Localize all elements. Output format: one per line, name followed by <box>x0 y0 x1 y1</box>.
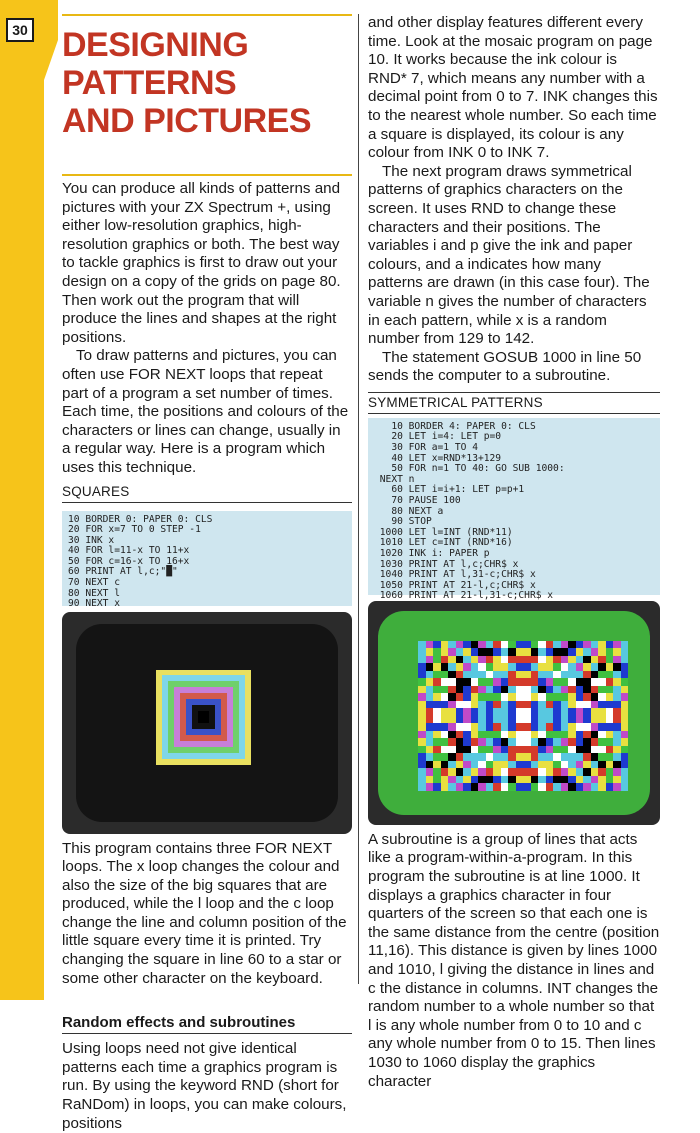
mosaic-screen <box>378 611 650 815</box>
right-column <box>368 14 660 1091</box>
left-column <box>62 14 352 1133</box>
random-effects-heading: Random effects and subroutines <box>62 1014 296 1032</box>
mosaic-pattern-image <box>418 641 628 791</box>
intro-paragraph-2: To draw patterns and pictures, you can often use FOR NEXT loops that repeat part of a program a set number of times. Each time, the positions and colours of the characters or lines can change, usually in a regular way. Here is a program which uses this technique. <box>62 347 349 476</box>
mosaic-screen-photo <box>368 601 660 825</box>
yellow-margin-band <box>0 0 44 1000</box>
nested-square <box>198 711 210 723</box>
squares-screen <box>76 624 338 822</box>
intro-paragraph-1: You can produce all kinds of patterns and pictures with your ZX Spectrum +, using either low-resolution graphics, high-resolution graphics or both. The best way to tackle graphics is first to draw out your design on a copy of the grids on page 80. Then work out the program that will produce the lines and shapes at the right positions. <box>62 180 341 346</box>
symmetrical-caption-rule <box>368 413 660 414</box>
page-number: 30 <box>6 18 34 42</box>
title-top-rule <box>62 14 352 16</box>
squares-screen-photo <box>62 612 352 834</box>
nested-squares-image <box>156 670 251 765</box>
subroutine-paragraph: A subroutine is a group of lines that acts like a program-within-a-program. In this program the subroutine is at line 1000. It displays a graphics character in four quarters of the screen so that each one is the same distance from the centre (position 11,16). This distance is given by lines 1000 and 1010, l giving the distance in lines and c the distance in columns. INT changes the random number to a whole number so that l is any whole number from 0 to 10 and c any whole number from 0 to 15. Then lines 1030 to 1060 display the graphics character <box>368 830 660 1090</box>
page-title <box>62 26 352 140</box>
page-title-line2: AND PICTURES <box>62 102 312 140</box>
yellow-margin-wedge <box>44 0 58 1000</box>
random-heading-rule <box>62 1033 352 1034</box>
squares-description: This program contains three FOR NEXT loops. The x loop changes the colour and also the size of the big squares that are produced, while the l loop and the c loop change the line and column position of the little square every time it is printed. Try changing the square in line 60 to a star or some other character on the keyboard. <box>62 839 347 987</box>
symmetrical-caption: SYMMETRICAL PATTERNS <box>368 394 543 410</box>
squares-caption: SQUARES <box>62 483 130 499</box>
mosaic-cell <box>621 783 629 791</box>
intro-top-rule <box>62 174 352 176</box>
right-paragraph-3: The statement GOSUB 1000 in line 50 sends the computer to a subroutine. <box>368 348 642 385</box>
column-divider <box>358 14 359 984</box>
random-effects-paragraph: Using loops need not give identical patterns each time a graphics program is run. By using the keyword RND (short for RaNDom) in loops, you can make colours, positions <box>62 1040 347 1132</box>
page-title-line1: DESIGNING PATTERNS <box>62 26 249 102</box>
right-paragraph-1: and other display features different every time. Look at the mosaic program on page 10. It works because the ink colour is RND* 7, which means any number with a decimal point from 0 to 7. INK changes this to the nearest whole number. So each time a square is displayed, its colour is any colour from INK 0 to INK 7. <box>368 14 658 162</box>
squares-code-listing: 10 BORDER 0: PAPER 0: CLS 20 FOR x=7 TO 0 STEP -1 30 INK x 40 FOR l=11-x TO 11+x 50 FOR c=16-x TO 16+x 60 PRINT AT l,c;"█" 70 NEXT c 80 NEXT l 90 NEXT x <box>62 511 352 606</box>
right-paragraph-2: The next program draws symmetrical patterns of graphics characters on the screen. It uses RND to change these characters and their positions. The variables i and p give the ink and paper colours, and a indicates how many patterns are drawn (in this case four). The variable n gives the number of characters in each pattern, while x is a random number from 129 to 142. <box>368 162 650 348</box>
symmetrical-code-listing: 10 BORDER 4: PAPER 0: CLS 20 LET i=4: LET p=0 30 FOR a=1 TO 4 40 LET x=RND*13+129 50 FOR n=1 TO 40: GO SUB 1000: NEXT n 60 LET i=i+1: LET p=p+1 70 PAUSE 100 80 NEXT a 90 STOP 1000 LET l=INT (RND*11) 1010 LET c=INT (RND*16) 1020 INK i: PAPER p 1030 PRINT AT l,c;CHR$ x 1040 PRINT AT l,31-c;CHR$ x 1050 PRINT AT 21-l,c;CHR$ x 1060 PRINT AT 21-l,31-c;CHR$ x <box>368 418 660 595</box>
symmetrical-top-rule <box>368 392 660 393</box>
squares-caption-rule <box>62 502 352 503</box>
